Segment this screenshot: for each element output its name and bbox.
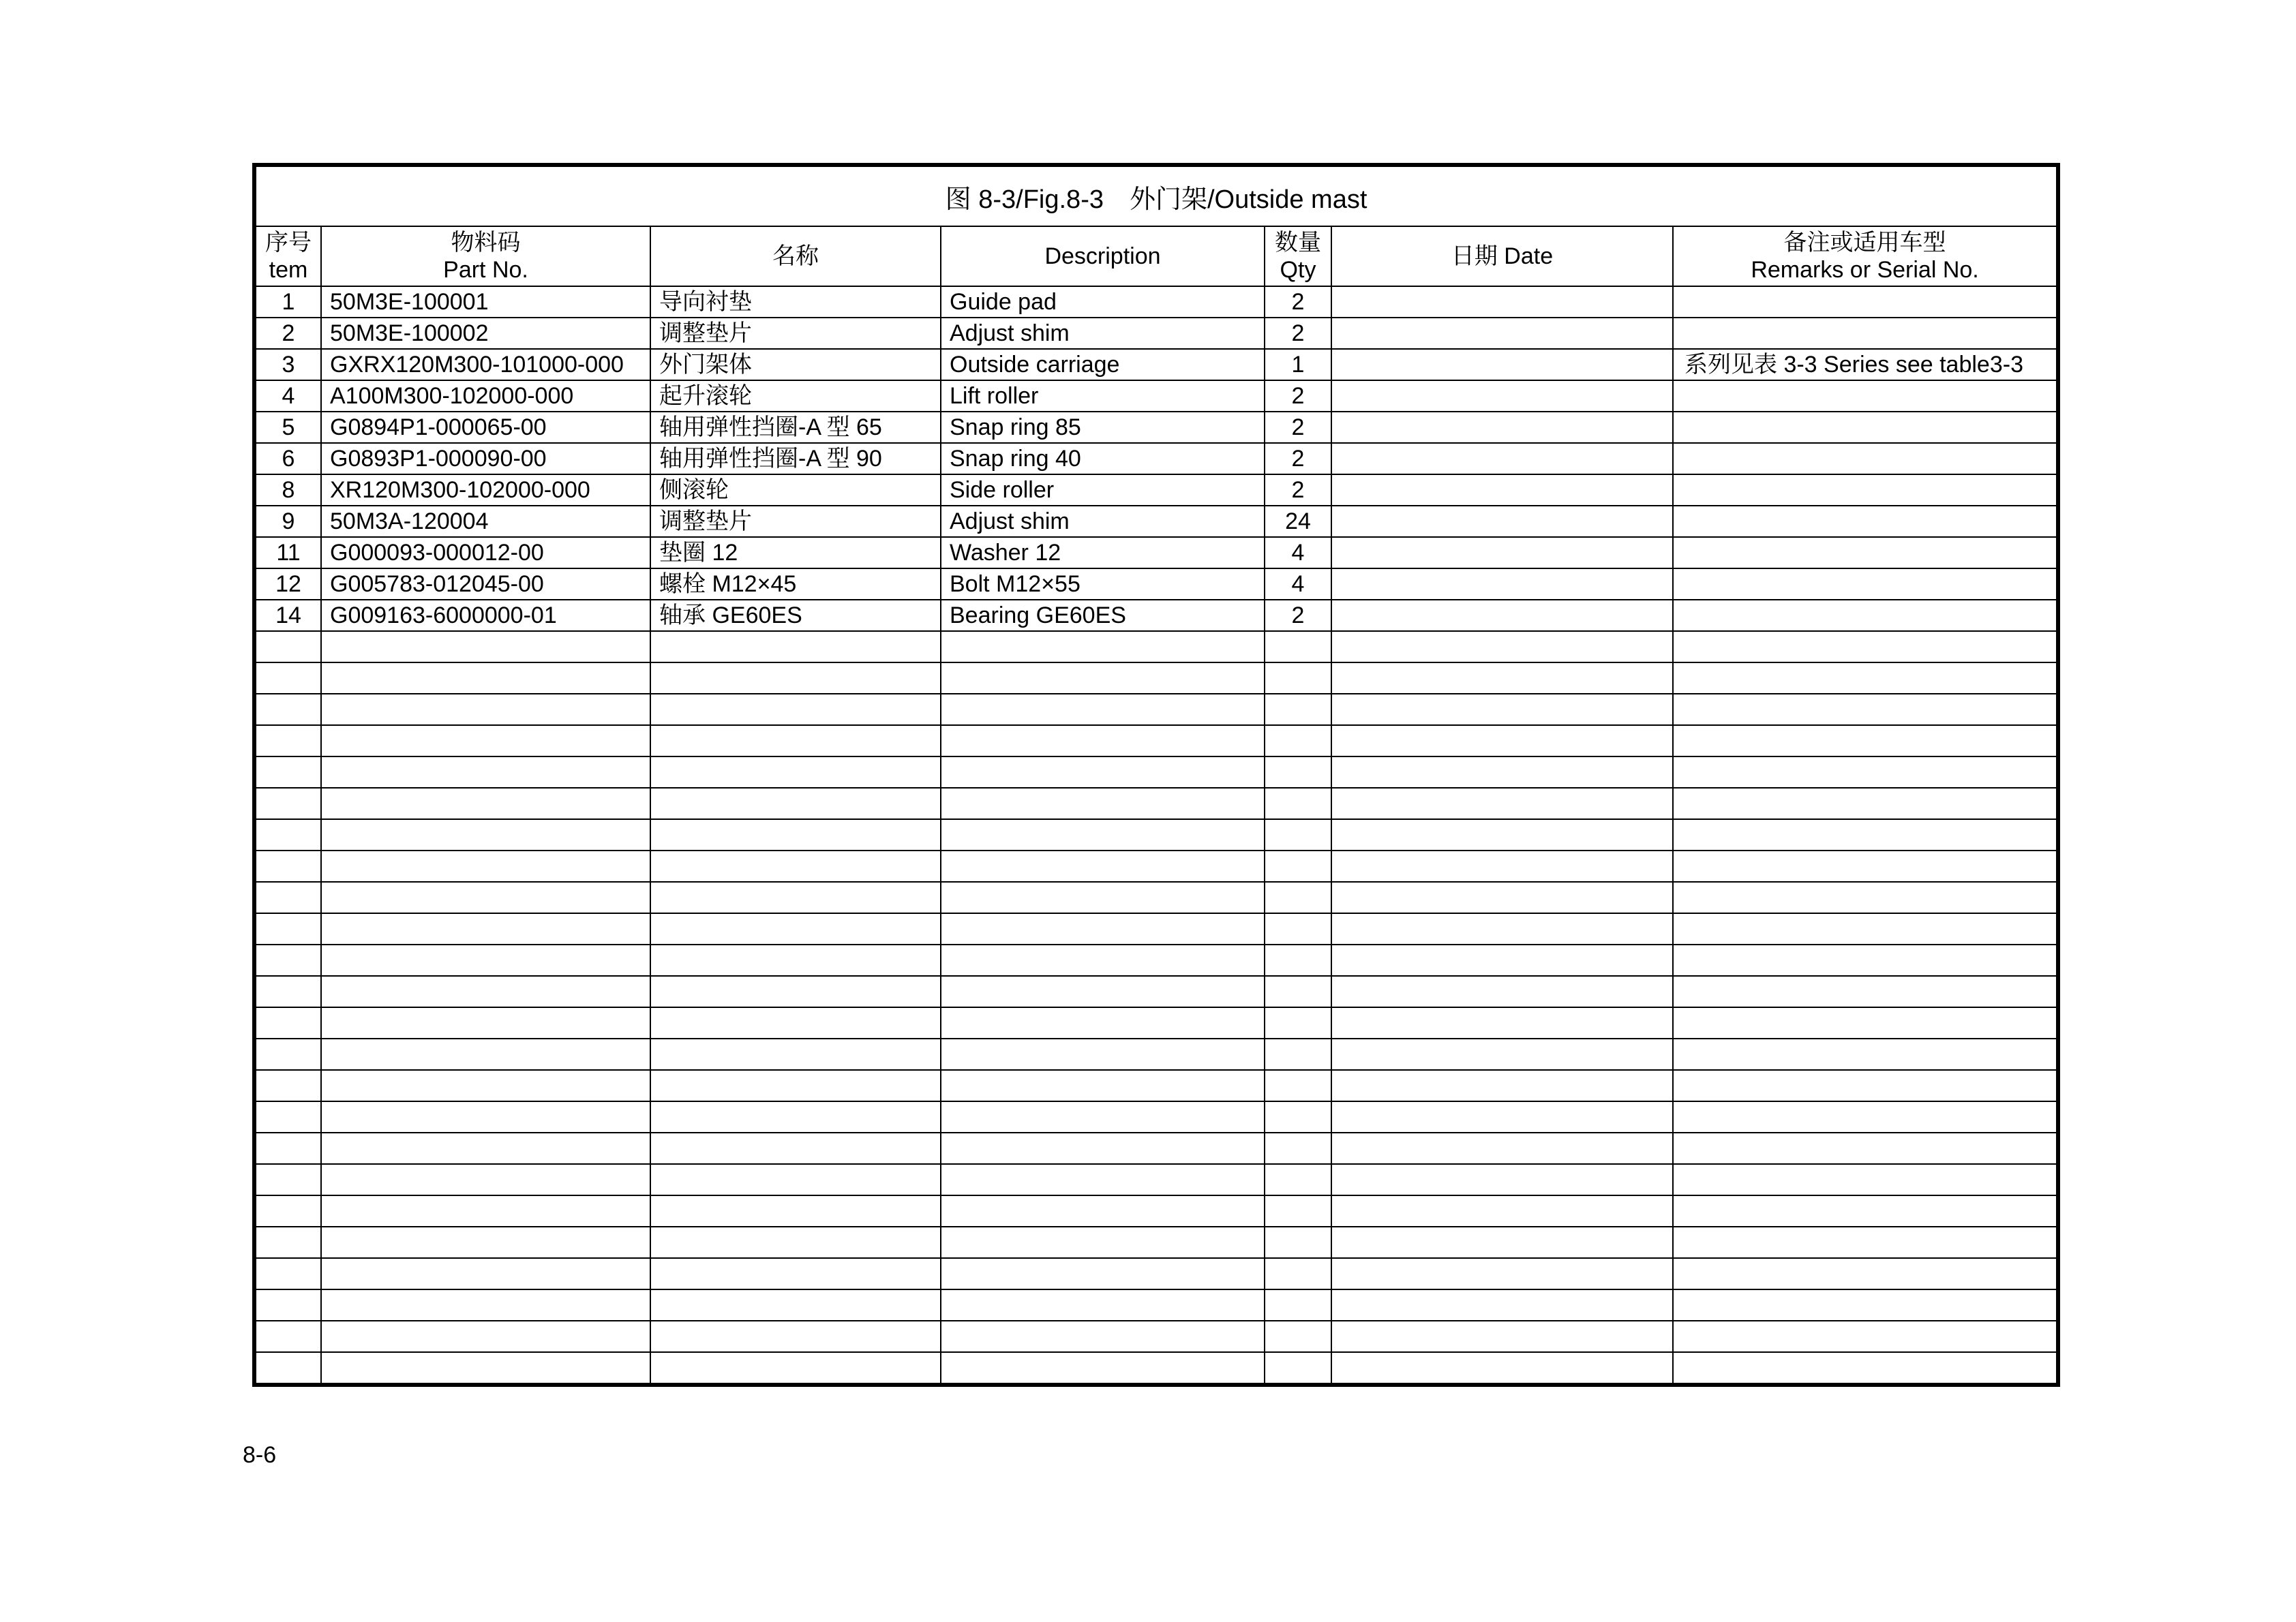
cell-description — [941, 788, 1265, 819]
cell-qty: 2 — [1265, 318, 1331, 349]
cell-item — [254, 851, 321, 882]
cell-item: 9 — [254, 506, 321, 537]
table-row — [254, 1321, 2058, 1352]
cell-remarks — [1673, 882, 2058, 913]
table-row — [254, 286, 2058, 318]
header-row — [254, 226, 2058, 286]
cell-item — [254, 1164, 321, 1195]
table-row — [254, 1133, 2058, 1164]
table-row — [254, 537, 2058, 568]
cell-part-no — [321, 1133, 650, 1164]
cell-qty — [1265, 851, 1331, 882]
cell-item — [254, 1007, 321, 1039]
table-row — [254, 788, 2058, 819]
cell-part-no: G0893P1-000090-00 — [321, 443, 650, 474]
cell-date — [1331, 819, 1673, 851]
page-number: 8-6 — [243, 1442, 277, 1468]
table-row — [254, 380, 2058, 412]
cell-item: 5 — [254, 412, 321, 443]
table-row — [254, 1195, 2058, 1227]
table-row — [254, 756, 2058, 788]
table-row — [254, 600, 2058, 631]
cell-name — [650, 756, 941, 788]
cell-description: Bearing GE60ES — [941, 600, 1265, 631]
cell-part-no: XR120M300-102000-000 — [321, 474, 650, 506]
cell-remarks — [1673, 819, 2058, 851]
cell-qty: 1 — [1265, 349, 1331, 380]
cell-item: 14 — [254, 600, 321, 631]
cell-remarks — [1673, 286, 2058, 318]
cell-item: 6 — [254, 443, 321, 474]
table-row — [254, 945, 2058, 976]
cell-name: 垫圈 12 — [650, 537, 941, 568]
cell-item: 11 — [254, 537, 321, 568]
cell-remarks — [1673, 1133, 2058, 1164]
parts-body — [254, 286, 2058, 1385]
cell-remarks — [1673, 788, 2058, 819]
cell-description — [941, 945, 1265, 976]
cell-remarks — [1673, 380, 2058, 412]
cell-description — [941, 694, 1265, 725]
table-row — [254, 568, 2058, 600]
cell-description — [941, 882, 1265, 913]
cell-name — [650, 851, 941, 882]
cell-date — [1331, 851, 1673, 882]
cell-name — [650, 1321, 941, 1352]
cell-remarks — [1673, 412, 2058, 443]
cell-date — [1331, 694, 1673, 725]
cell-remarks — [1673, 1195, 2058, 1227]
cell-part-no — [321, 756, 650, 788]
cell-qty: 2 — [1265, 286, 1331, 318]
cell-remarks — [1673, 976, 2058, 1007]
table-row — [254, 1070, 2058, 1101]
cell-qty — [1265, 1070, 1331, 1101]
cell-qty: 2 — [1265, 474, 1331, 506]
cell-item: 12 — [254, 568, 321, 600]
cell-date — [1331, 1101, 1673, 1133]
cell-item — [254, 819, 321, 851]
cell-part-no — [321, 913, 650, 945]
cell-remarks — [1673, 537, 2058, 568]
cell-part-no — [321, 851, 650, 882]
cell-remarks — [1673, 1258, 2058, 1289]
table-row — [254, 1289, 2058, 1321]
cell-date — [1331, 976, 1673, 1007]
cell-part-no — [321, 788, 650, 819]
cell-remarks — [1673, 913, 2058, 945]
cell-remarks — [1673, 1321, 2058, 1352]
cell-description — [941, 819, 1265, 851]
cell-name — [650, 631, 941, 662]
cell-item — [254, 1039, 321, 1070]
cell-date — [1331, 725, 1673, 756]
cell-remarks — [1673, 725, 2058, 756]
cell-name — [650, 976, 941, 1007]
cell-item — [254, 756, 321, 788]
cell-name — [650, 1164, 941, 1195]
cell-qty — [1265, 756, 1331, 788]
cell-date — [1331, 882, 1673, 913]
cell-item — [254, 694, 321, 725]
table-row — [254, 1258, 2058, 1289]
table-row — [254, 976, 2058, 1007]
cell-date — [1331, 1164, 1673, 1195]
table-row — [254, 1101, 2058, 1133]
cell-name — [650, 882, 941, 913]
cell-date — [1331, 568, 1673, 600]
cell-part-no — [321, 631, 650, 662]
cell-description — [941, 631, 1265, 662]
cell-qty: 4 — [1265, 537, 1331, 568]
cell-description: Snap ring 85 — [941, 412, 1265, 443]
table-title: 图 8-3/Fig.8-3 外门架/Outside mast — [254, 165, 2058, 226]
cell-part-no — [321, 882, 650, 913]
cell-date — [1331, 1133, 1673, 1164]
cell-description — [941, 1039, 1265, 1070]
table-row — [254, 725, 2058, 756]
cell-date — [1331, 1258, 1673, 1289]
cell-item — [254, 1352, 321, 1385]
cell-description: Adjust shim — [941, 506, 1265, 537]
table-row — [254, 1352, 2058, 1385]
cell-part-no — [321, 819, 650, 851]
cell-remarks — [1673, 851, 2058, 882]
cell-date — [1331, 756, 1673, 788]
cell-qty — [1265, 1039, 1331, 1070]
cell-qty — [1265, 945, 1331, 976]
cell-part-no: G0894P1-000065-00 — [321, 412, 650, 443]
table-row — [254, 443, 2058, 474]
cell-description: Lift roller — [941, 380, 1265, 412]
cell-date — [1331, 1289, 1673, 1321]
cell-description — [941, 1101, 1265, 1133]
cell-qty — [1265, 1133, 1331, 1164]
cell-item — [254, 1133, 321, 1164]
table-row — [254, 349, 2058, 380]
cell-item — [254, 882, 321, 913]
cell-name: 轴承 GE60ES — [650, 600, 941, 631]
cell-name: 调整垫片 — [650, 318, 941, 349]
cell-remarks — [1673, 1007, 2058, 1039]
cell-qty: 2 — [1265, 380, 1331, 412]
header-name: 名称 — [650, 226, 941, 286]
cell-qty — [1265, 1258, 1331, 1289]
cell-name: 螺栓 M12×45 — [650, 568, 941, 600]
cell-qty — [1265, 788, 1331, 819]
table-row — [254, 1164, 2058, 1195]
cell-remarks — [1673, 474, 2058, 506]
table-row — [254, 506, 2058, 537]
cell-part-no: A100M300-102000-000 — [321, 380, 650, 412]
cell-name: 外门架体 — [650, 349, 941, 380]
cell-name — [650, 1227, 941, 1258]
cell-date — [1331, 412, 1673, 443]
table-row — [254, 1227, 2058, 1258]
cell-qty — [1265, 913, 1331, 945]
cell-part-no: GXRX120M300-101000-000 — [321, 349, 650, 380]
cell-part-no — [321, 1164, 650, 1195]
cell-part-no — [321, 694, 650, 725]
cell-qty: 24 — [1265, 506, 1331, 537]
cell-date — [1331, 1039, 1673, 1070]
cell-date — [1331, 788, 1673, 819]
cell-part-no — [321, 1070, 650, 1101]
cell-part-no — [321, 1289, 650, 1321]
cell-item — [254, 1195, 321, 1227]
cell-date — [1331, 1007, 1673, 1039]
cell-name: 导向衬垫 — [650, 286, 941, 318]
cell-description — [941, 725, 1265, 756]
cell-item: 3 — [254, 349, 321, 380]
cell-remarks — [1673, 1352, 2058, 1385]
cell-date — [1331, 945, 1673, 976]
header-date: 日期 Date — [1331, 226, 1673, 286]
cell-item — [254, 725, 321, 756]
header-part-no: 物料码 Part No. — [321, 226, 650, 286]
table-row — [254, 412, 2058, 443]
cell-description — [941, 1227, 1265, 1258]
header-remarks: 备注或适用车型 Remarks or Serial No. — [1673, 226, 2058, 286]
cell-date — [1331, 1321, 1673, 1352]
cell-name — [650, 662, 941, 694]
cell-name — [650, 1258, 941, 1289]
cell-qty: 2 — [1265, 443, 1331, 474]
cell-name — [650, 1289, 941, 1321]
parts-table — [252, 163, 2060, 1387]
cell-name: 侧滚轮 — [650, 474, 941, 506]
cell-item — [254, 1070, 321, 1101]
cell-qty — [1265, 725, 1331, 756]
cell-remarks — [1673, 568, 2058, 600]
cell-qty — [1265, 1195, 1331, 1227]
cell-part-no: G000093-000012-00 — [321, 537, 650, 568]
cell-remarks — [1673, 662, 2058, 694]
cell-part-no — [321, 1321, 650, 1352]
table-row — [254, 913, 2058, 945]
cell-remarks — [1673, 600, 2058, 631]
cell-qty — [1265, 1321, 1331, 1352]
cell-description: Bolt M12×55 — [941, 568, 1265, 600]
header-item: 序号 tem — [254, 226, 321, 286]
cell-item — [254, 1101, 321, 1133]
cell-description: Guide pad — [941, 286, 1265, 318]
cell-date — [1331, 662, 1673, 694]
cell-name: 起升滚轮 — [650, 380, 941, 412]
cell-item: 8 — [254, 474, 321, 506]
cell-name — [650, 788, 941, 819]
cell-date — [1331, 474, 1673, 506]
cell-part-no — [321, 1101, 650, 1133]
cell-date — [1331, 537, 1673, 568]
table-row — [254, 851, 2058, 882]
cell-description — [941, 1289, 1265, 1321]
header-qty: 数量 Qty — [1265, 226, 1331, 286]
cell-remarks — [1673, 756, 2058, 788]
cell-name — [650, 1195, 941, 1227]
cell-remarks — [1673, 631, 2058, 662]
cell-date — [1331, 1227, 1673, 1258]
cell-part-no: G005783-012045-00 — [321, 568, 650, 600]
cell-name — [650, 1352, 941, 1385]
cell-part-no — [321, 725, 650, 756]
cell-description: Adjust shim — [941, 318, 1265, 349]
cell-part-no — [321, 662, 650, 694]
cell-qty — [1265, 1289, 1331, 1321]
cell-remarks — [1673, 694, 2058, 725]
cell-date — [1331, 631, 1673, 662]
cell-description: Outside carriage — [941, 349, 1265, 380]
cell-part-no: G009163-6000000-01 — [321, 600, 650, 631]
table-row — [254, 631, 2058, 662]
cell-item — [254, 913, 321, 945]
cell-part-no — [321, 1227, 650, 1258]
cell-date — [1331, 349, 1673, 380]
cell-item — [254, 1321, 321, 1352]
cell-name — [650, 694, 941, 725]
cell-item: 2 — [254, 318, 321, 349]
cell-description — [941, 851, 1265, 882]
cell-description — [941, 1164, 1265, 1195]
cell-remarks — [1673, 1164, 2058, 1195]
cell-qty — [1265, 882, 1331, 913]
cell-item: 1 — [254, 286, 321, 318]
cell-qty — [1265, 1227, 1331, 1258]
cell-item: 4 — [254, 380, 321, 412]
cell-part-no — [321, 1007, 650, 1039]
cell-name — [650, 1007, 941, 1039]
cell-description — [941, 662, 1265, 694]
cell-remarks — [1673, 506, 2058, 537]
cell-qty — [1265, 976, 1331, 1007]
table-row — [254, 474, 2058, 506]
cell-name — [650, 913, 941, 945]
cell-item — [254, 631, 321, 662]
cell-description — [941, 756, 1265, 788]
table-row — [254, 662, 2058, 694]
cell-part-no — [321, 976, 650, 1007]
cell-name: 调整垫片 — [650, 506, 941, 537]
cell-qty — [1265, 694, 1331, 725]
cell-part-no — [321, 1195, 650, 1227]
cell-qty: 2 — [1265, 412, 1331, 443]
cell-item — [254, 1227, 321, 1258]
cell-date — [1331, 286, 1673, 318]
table-row — [254, 1039, 2058, 1070]
cell-name — [650, 1039, 941, 1070]
cell-date — [1331, 443, 1673, 474]
cell-qty — [1265, 1164, 1331, 1195]
cell-remarks — [1673, 443, 2058, 474]
cell-description — [941, 1070, 1265, 1101]
cell-remarks — [1673, 1101, 2058, 1133]
cell-qty — [1265, 1101, 1331, 1133]
cell-description — [941, 1195, 1265, 1227]
cell-description — [941, 1352, 1265, 1385]
cell-date — [1331, 380, 1673, 412]
cell-part-no: 50M3A-120004 — [321, 506, 650, 537]
cell-remarks — [1673, 318, 2058, 349]
cell-date — [1331, 506, 1673, 537]
cell-description — [941, 1133, 1265, 1164]
cell-qty — [1265, 819, 1331, 851]
table-row — [254, 318, 2058, 349]
cell-date — [1331, 913, 1673, 945]
cell-item — [254, 1289, 321, 1321]
cell-description: Snap ring 40 — [941, 443, 1265, 474]
cell-qty — [1265, 662, 1331, 694]
cell-remarks — [1673, 945, 2058, 976]
cell-date — [1331, 1352, 1673, 1385]
cell-name: 轴用弹性挡圈-A 型 65 — [650, 412, 941, 443]
cell-date — [1331, 600, 1673, 631]
cell-description — [941, 1258, 1265, 1289]
cell-qty — [1265, 1007, 1331, 1039]
cell-qty — [1265, 631, 1331, 662]
cell-qty — [1265, 1352, 1331, 1385]
cell-part-no: 50M3E-100002 — [321, 318, 650, 349]
table-row — [254, 1007, 2058, 1039]
cell-qty: 4 — [1265, 568, 1331, 600]
cell-name — [650, 725, 941, 756]
cell-date — [1331, 318, 1673, 349]
cell-name — [650, 1101, 941, 1133]
cell-date — [1331, 1195, 1673, 1227]
cell-item — [254, 788, 321, 819]
cell-qty: 2 — [1265, 600, 1331, 631]
cell-remarks: 系列见表 3-3 Series see table3-3 — [1673, 349, 2058, 380]
table-row — [254, 819, 2058, 851]
cell-description — [941, 1321, 1265, 1352]
cell-part-no — [321, 1352, 650, 1385]
table-row — [254, 882, 2058, 913]
cell-name — [650, 1070, 941, 1101]
cell-part-no — [321, 1039, 650, 1070]
cell-description — [941, 913, 1265, 945]
cell-description: Washer 12 — [941, 537, 1265, 568]
cell-item — [254, 1258, 321, 1289]
cell-name — [650, 819, 941, 851]
cell-item — [254, 976, 321, 1007]
cell-remarks — [1673, 1289, 2058, 1321]
cell-description — [941, 976, 1265, 1007]
cell-description: Side roller — [941, 474, 1265, 506]
cell-date — [1331, 1070, 1673, 1101]
cell-description — [941, 1007, 1265, 1039]
cell-remarks — [1673, 1227, 2058, 1258]
cell-name: 轴用弹性挡圈-A 型 90 — [650, 443, 941, 474]
table-row — [254, 694, 2058, 725]
cell-remarks — [1673, 1039, 2058, 1070]
cell-remarks — [1673, 1070, 2058, 1101]
header-description: Description — [941, 226, 1265, 286]
cell-part-no — [321, 945, 650, 976]
cell-name — [650, 945, 941, 976]
cell-item — [254, 945, 321, 976]
cell-item — [254, 662, 321, 694]
cell-part-no — [321, 1258, 650, 1289]
cell-name — [650, 1133, 941, 1164]
cell-part-no: 50M3E-100001 — [321, 286, 650, 318]
